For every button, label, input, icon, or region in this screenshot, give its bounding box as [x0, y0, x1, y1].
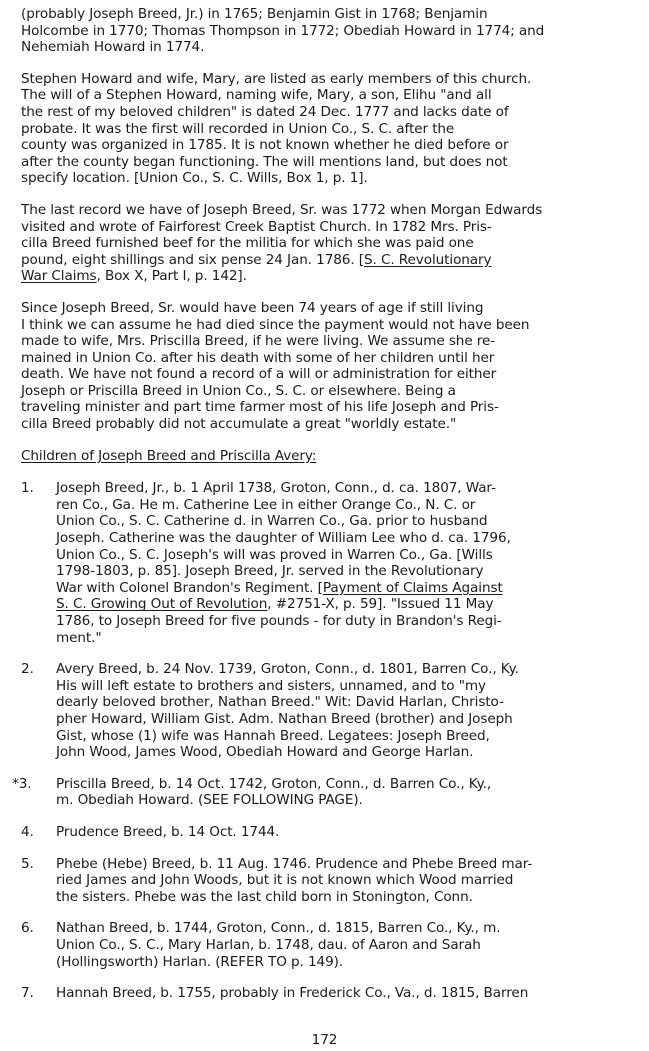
item-number: 4.	[21, 823, 34, 840]
text-run: War with Colonel Brandon's Regiment. [	[56, 579, 323, 596]
item-number: 7.	[21, 985, 34, 1002]
text-line: 1786, to Joseph Breed for five pounds - for duty in Brandon's Regi-	[56, 613, 502, 629]
citation-title: War Claims	[21, 268, 97, 285]
text-line: Priscilla Breed, b. 14 Oct. 1742, Groton, Conn., d. Barren Co., Ky.,	[56, 775, 492, 792]
text-line: 1798-1803, p. 85]. Joseph Breed, Jr. served in the Revolutionary	[56, 563, 484, 580]
text-line	[56, 596, 641, 613]
text-line: Union Co., S. C. Joseph's will was proved in Warren Co., Ga. [Wills	[56, 546, 493, 563]
list-item	[21, 480, 641, 646]
text-line: Phebe (Hebe) Breed, b. 11 Aug. 1746. Prudence and Phebe Breed mar-	[56, 855, 533, 872]
text-line: Union Co., S. C. Catherine d. in Warren Co., Ga. prior to husband	[56, 513, 488, 530]
text-line: (Hollingsworth) Harlan. (REFER TO p. 149).	[56, 953, 344, 970]
text-line: Since Joseph Breed, Sr. would have been 74 years of age if still living	[21, 299, 484, 316]
text-line: His will left estate to brothers and sisters, unnamed, and to "my	[56, 677, 486, 694]
text-line: Avery Breed, b. 24 Nov. 1739, Groton, Conn., d. 1801, Barren Co., Ky.	[56, 661, 519, 678]
heading-text: Children of Joseph Breed and Priscilla Avery:	[21, 447, 317, 464]
text-line: Union Co., S. C., Mary Harlan, b. 1748, dau. of Aaron and Sarah	[56, 936, 481, 953]
text-line: the sisters. Phebe was the last child born in Stonington, Conn.	[56, 888, 473, 905]
page-number: 172	[311, 1032, 338, 1048]
citation-title: S. C. Growing Out of Revolution	[56, 596, 268, 613]
text-line: Joseph or Priscilla Breed in Union Co., S. C. or elsewhere. Being a	[21, 382, 456, 399]
paragraph-since-joseph	[21, 300, 641, 433]
text-line: ried James and John Woods, but it is not known which Wood married	[56, 872, 514, 889]
children-list	[12, 480, 641, 1002]
text-line: Prudence Breed, b. 14 Oct. 1744.	[56, 823, 280, 840]
text-line: pher Howard, William Gist. Adm. Nathan Breed (brother) and Joseph	[56, 710, 513, 727]
text-line: Joseph Breed, Jr., b. 1 April 1738, Groton, Conn., d. ca. 1807, War-	[56, 480, 496, 497]
text-line: The last record we have of Joseph Breed, Sr. was 1772 when Morgan Edwards	[21, 201, 543, 218]
list-item	[21, 920, 641, 970]
text-line	[56, 580, 641, 597]
text-line: John Wood, James Wood, Obediah Howard and George Harlan.	[56, 744, 474, 761]
list-item	[21, 661, 641, 761]
paragraph-stephen-howard	[21, 71, 641, 187]
text-line: the rest of my beloved children" is dated 24 Dec. 1777 and lacks date of	[21, 103, 509, 120]
text-line	[21, 268, 641, 285]
text-line: Hannah Breed, b. 1755, probably in Frederick Co., Va., d. 1815, Barren	[56, 985, 529, 1002]
text-line: The will of a Stephen Howard, naming wife, Mary, a son, Elihu "and all	[21, 87, 492, 104]
text-line: dearly beloved brother, Nathan Breed." Wit: David Harlan, Christo-	[56, 694, 504, 711]
item-number: 2.	[21, 661, 34, 678]
text-line: Gist, whose (1) wife was Hannah Breed. Legatees: Joseph Breed,	[56, 727, 490, 744]
text-line: Joseph. Catherine was the daughter of William Lee who d. ca. 1796,	[56, 530, 511, 547]
text-line: cilla Breed probably did not accumulate a great "worldly estate."	[21, 416, 457, 433]
citation-title: S. C. Revolutionary	[364, 251, 492, 268]
citation-title: Payment of Claims Against	[322, 579, 503, 596]
paragraph-last-record	[21, 202, 641, 285]
text-line: county was organized in 1785. It is not known whether he died before or	[21, 137, 509, 154]
item-number: 5.	[21, 855, 34, 872]
children-heading	[21, 448, 641, 465]
item-number: 1.	[21, 480, 34, 497]
text-line: cilla Breed furnished beef for the militia for which she was paid one	[21, 235, 474, 252]
text-line: after the county began functioning. The will mentions land, but does not	[21, 153, 508, 170]
text-line: specify location. [Union Co., S. C. Wills, Box 1, p. 1].	[21, 170, 368, 187]
text-line: m. Obediah Howard. (SEE FOLLOWING PAGE).	[56, 792, 363, 809]
text-line: visited and wrote of Fairforest Creek Baptist Church. In 1782 Mrs. Pris-	[21, 218, 492, 235]
list-item	[21, 985, 641, 1002]
text-run: , Box X, Part I, p. 142].	[96, 268, 247, 285]
text-line	[21, 252, 641, 269]
text-line: ment."	[56, 629, 102, 646]
text-line: I think we can assume he had died since the payment would not have been	[21, 316, 530, 333]
list-item	[12, 775, 641, 809]
text-line: Nathan Breed, b. 1744, Groton, Conn., d. 1815, Barren Co., Ky., m.	[56, 920, 501, 937]
text-line: Stephen Howard and wife, Mary, are listed as early members of this church.	[21, 70, 532, 87]
text-line: mained in Union Co. after his death with some of her children until her	[21, 349, 495, 366]
intro-paragraphs	[21, 6, 641, 448]
paragraph-church-members	[21, 6, 641, 56]
text-line: death. We have not found a record of a will or administration for either	[21, 366, 497, 383]
text-run: , #2751-X, p. 59]. "Issued 11 May	[267, 596, 494, 613]
text-line: probate. It was the first will recorded in Union Co., S. C. after the	[21, 120, 455, 137]
text-line: (probably Joseph Breed, Jr.) in 1765; Benjamin Gist in 1768; Benjamin	[21, 6, 488, 22]
text-line: made to wife, Mrs. Priscilla Breed, if he were living. We assume she re-	[21, 333, 496, 350]
text-line: traveling minister and part time farmer most of his life Joseph and Pris-	[21, 399, 499, 416]
item-number: *3.	[12, 775, 32, 792]
list-item	[21, 856, 641, 906]
item-number: 6.	[21, 920, 34, 937]
text-line: ren Co., Ga. He m. Catherine Lee in either Orange Co., N. C. or	[56, 496, 476, 513]
text-line: Holcombe in 1770; Thomas Thompson in 1772; Obediah Howard in 1774; and	[21, 22, 545, 39]
list-item	[21, 824, 641, 841]
text-line: Nehemiah Howard in 1774.	[21, 39, 205, 56]
text-run: pound, eight shillings and six pense 24 Jan. 1786. [	[21, 251, 364, 268]
